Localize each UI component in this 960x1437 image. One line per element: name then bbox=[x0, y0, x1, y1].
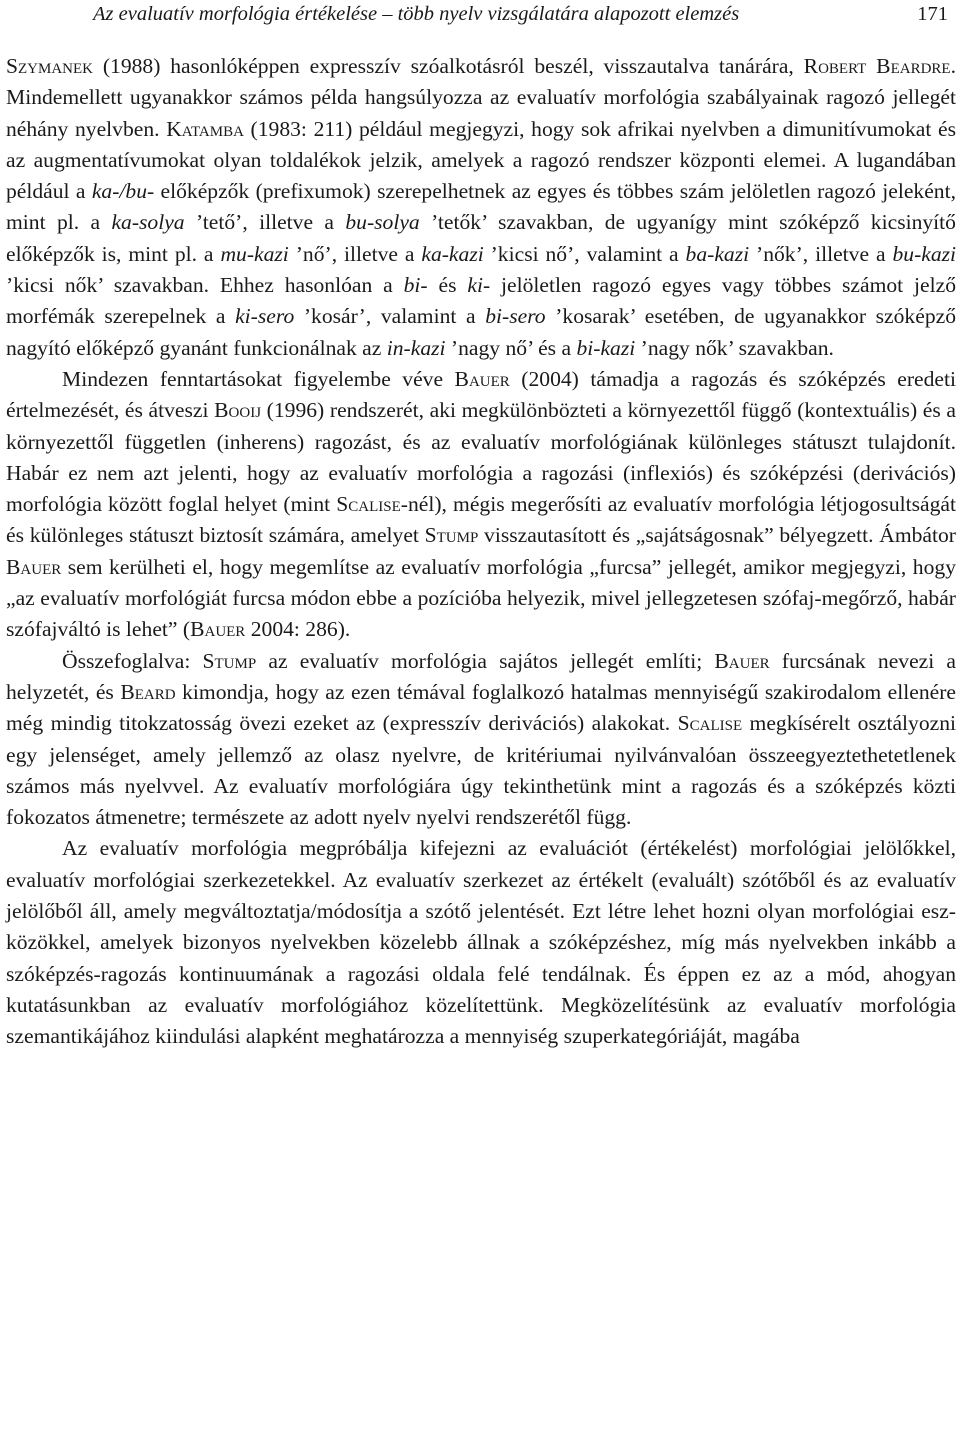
author-name: Beard bbox=[120, 679, 176, 704]
text-run: sem kerülheti el, hogy megemlítse az evaluatív morfológia „furcsa” jellegét, amikor megjegyzi, hogy „az evaluatív morfológiát furcsa módon ebbe a pozícióba helyezik, mivel jellegzetesen szófaj-megőrző, habár szófajváltó is lehet” ( bbox=[6, 554, 956, 642]
author-name: Scalise bbox=[677, 711, 743, 736]
text-run: (1983: 211) például megjegyzi, hogy sok afrikai nyelvben a dimunitívumokat és az augmentatívumokat olyan toldalékok jelzik, amelyek a ragozó rendszer központi elemei. A lugandában például a bbox=[6, 116, 956, 204]
text-run: ’kosarak’ esetében, de ugyanakkor szóképző nagyító előképző gyanánt funkcionálnak az bbox=[6, 304, 956, 360]
text-run: ’nagy nők’ szavakban. bbox=[635, 335, 834, 360]
text-run: ’kosár’, valamint a bbox=[294, 304, 486, 329]
author-name: Bauer bbox=[454, 366, 510, 391]
running-title: Az evaluatív morfológia értékelése – több nyelv vizsgálatára alapozott elemzés bbox=[93, 3, 740, 25]
example-form: mu-kazi bbox=[220, 241, 289, 266]
text-run: ’kicsi nő’, valamint a bbox=[483, 241, 686, 266]
text-run: ’tető’, illetve a bbox=[184, 210, 346, 235]
example-form: ka-/bu- bbox=[91, 179, 155, 204]
text-run: (2004) támadja a ragozás és szóképzés eredeti értelmezését, és átveszi bbox=[6, 366, 956, 423]
example-form: bi-sero bbox=[485, 304, 546, 329]
text-run: (1988) hasonlóképpen expresszív szóalkotásról beszél, visszautalva tanárára, bbox=[93, 54, 804, 78]
author-name: Stump bbox=[424, 523, 479, 548]
text-run: Összefoglalva: bbox=[62, 648, 203, 673]
body-text bbox=[6, 51, 956, 1053]
text-run: furcsának nevezi a helyzetét, és bbox=[6, 648, 957, 704]
text-run: (1996) rendszerét, aki megkülönbözteti a környezettől függő (kontextuális) és a környezettől független (inherens) ragozást, és az evaluatív morfológiának különleges státuszt tulajdonít. Habár ez nem azt jelenti, hogy az evaluatív morfológia a ragozási (inflexiós) és szóképzési (derivációs) morfológia között foglal helyet (mint bbox=[6, 398, 956, 517]
text-run: visszautasított és „sajátságosnak” bélyegzett. Ámbátor bbox=[478, 523, 956, 548]
example-form: bu-solya bbox=[345, 210, 420, 235]
text-run: kimondja, hogy az ezen témával foglalkozó hatalmas mennyiségű szakirodalom ellenére még mindig titokzatosság övezi ezeket az (expresszív derivációs) alakokat. bbox=[6, 679, 956, 736]
example-form: in-kazi bbox=[386, 335, 446, 360]
example-form: ka-solya bbox=[111, 210, 185, 235]
text-run: ’kicsi nők’ szavakban. Ehhez hasonlóan a bbox=[6, 273, 404, 298]
author-name: Bauer bbox=[190, 617, 246, 642]
text-run: ’nő’, illetve a bbox=[288, 241, 422, 266]
page-number: 171 bbox=[917, 3, 948, 25]
author-name: Stump bbox=[202, 648, 257, 673]
running-head bbox=[6, 0, 956, 40]
text-run: megkísérelt osztályozni egy jelenséget, amely jellemző az olasz nyelvre, de kritériumai nyilvánvalóan összeegyeztethetetlenek számos más nyelvvel. Az evaluatív morfológiára úgy tekinthetünk mint a ragozás és a szóképzés közti fokozatos átmenetre; természete az adott nyelv nyelvi rendszerétől függ. bbox=[6, 711, 957, 830]
text-run: ’nők’, illetve a bbox=[749, 241, 893, 266]
author-name: Robert Beardre bbox=[803, 54, 951, 78]
text-run: ’nagy nő’ és a bbox=[445, 335, 577, 360]
paragraph-3 bbox=[6, 646, 956, 834]
text-run: jelöletlen ragozó egyes vagy többes számot jelző morfémák szerepelnek a bbox=[6, 273, 957, 329]
example-form: bi-kazi bbox=[576, 335, 636, 360]
example-form: ki- bbox=[467, 273, 491, 298]
text-run: . Mindemellett ugyanakkor számos példa hangsúlyozza az evaluatív morfológia szabályainak ragozó jellegét néhány nyelvben. bbox=[6, 54, 956, 141]
paragraph-4 bbox=[6, 833, 956, 1052]
author-name: Booij bbox=[214, 398, 262, 423]
author-name: Bauer bbox=[714, 648, 770, 673]
text-run: Az evaluatív morfológia megpróbálja kifejezni az evaluációt (értékelést) morfológiai jelölőkkel, evaluatív morfológiai szerkezetekkel. Az evaluatív szerkezet az értékelt (evaluált) szótőből és az evaluatív jelölőből áll, amely megváltoztatja/módosítja a szótő jelentését. Ezt létre lehet hozni olyan morfológiai eszközökkel, amelyek bizonyos nyelvekben közelebb állnak a szóképzéshez, míg más nyelvekben inkább a szóképzés-ragozás kontinuumának a ragozási oldala felé tendálnak. És éppen ez az a mód, ahogyan kutatásunkban az evaluatív morfológiához közelítettünk. Megközelítésünk az evaluatív morfológia szemantikájához kiindulási alapként meghatározza a mennyiség szuperkategóriáját, magába bbox=[6, 836, 956, 1049]
example-form: ki-sero bbox=[235, 304, 295, 329]
text-run: az evaluatív morfológia sajátos jellegét említi; bbox=[256, 648, 715, 673]
example-form: bu-kazi bbox=[892, 241, 957, 266]
example-form: bi- bbox=[403, 273, 428, 298]
example-form: ba-kazi bbox=[685, 241, 750, 266]
paragraph-2 bbox=[6, 364, 956, 646]
author-name: Scalise bbox=[336, 492, 401, 517]
text-run: ’tetők’ szavakban, de ugyanígy mint szóképző kicsinyítő előképzők is, mint pl. a bbox=[6, 210, 956, 266]
text-run: előképzők (prefixumok) szerepelhetnek az egyes és többes szám jelöletlen ragozó jeleként, mint pl. a bbox=[6, 179, 956, 235]
text-run: -nél), mégis megerősíti az evaluatív morfológia létjogosultságát és különleges státuszt biztosít számára, amelyet bbox=[6, 492, 956, 548]
text-run: Mindezen fenntartásokat figyelembe véve bbox=[62, 366, 455, 391]
example-form: ka-kazi bbox=[421, 241, 484, 266]
author-name: Bauer bbox=[6, 554, 62, 579]
text-run: 2004: 286). bbox=[245, 617, 351, 642]
author-name: Katamba bbox=[166, 116, 244, 141]
text-run: és bbox=[427, 273, 468, 298]
paragraph-1 bbox=[6, 51, 956, 364]
author-name: Szymanek bbox=[6, 54, 94, 78]
